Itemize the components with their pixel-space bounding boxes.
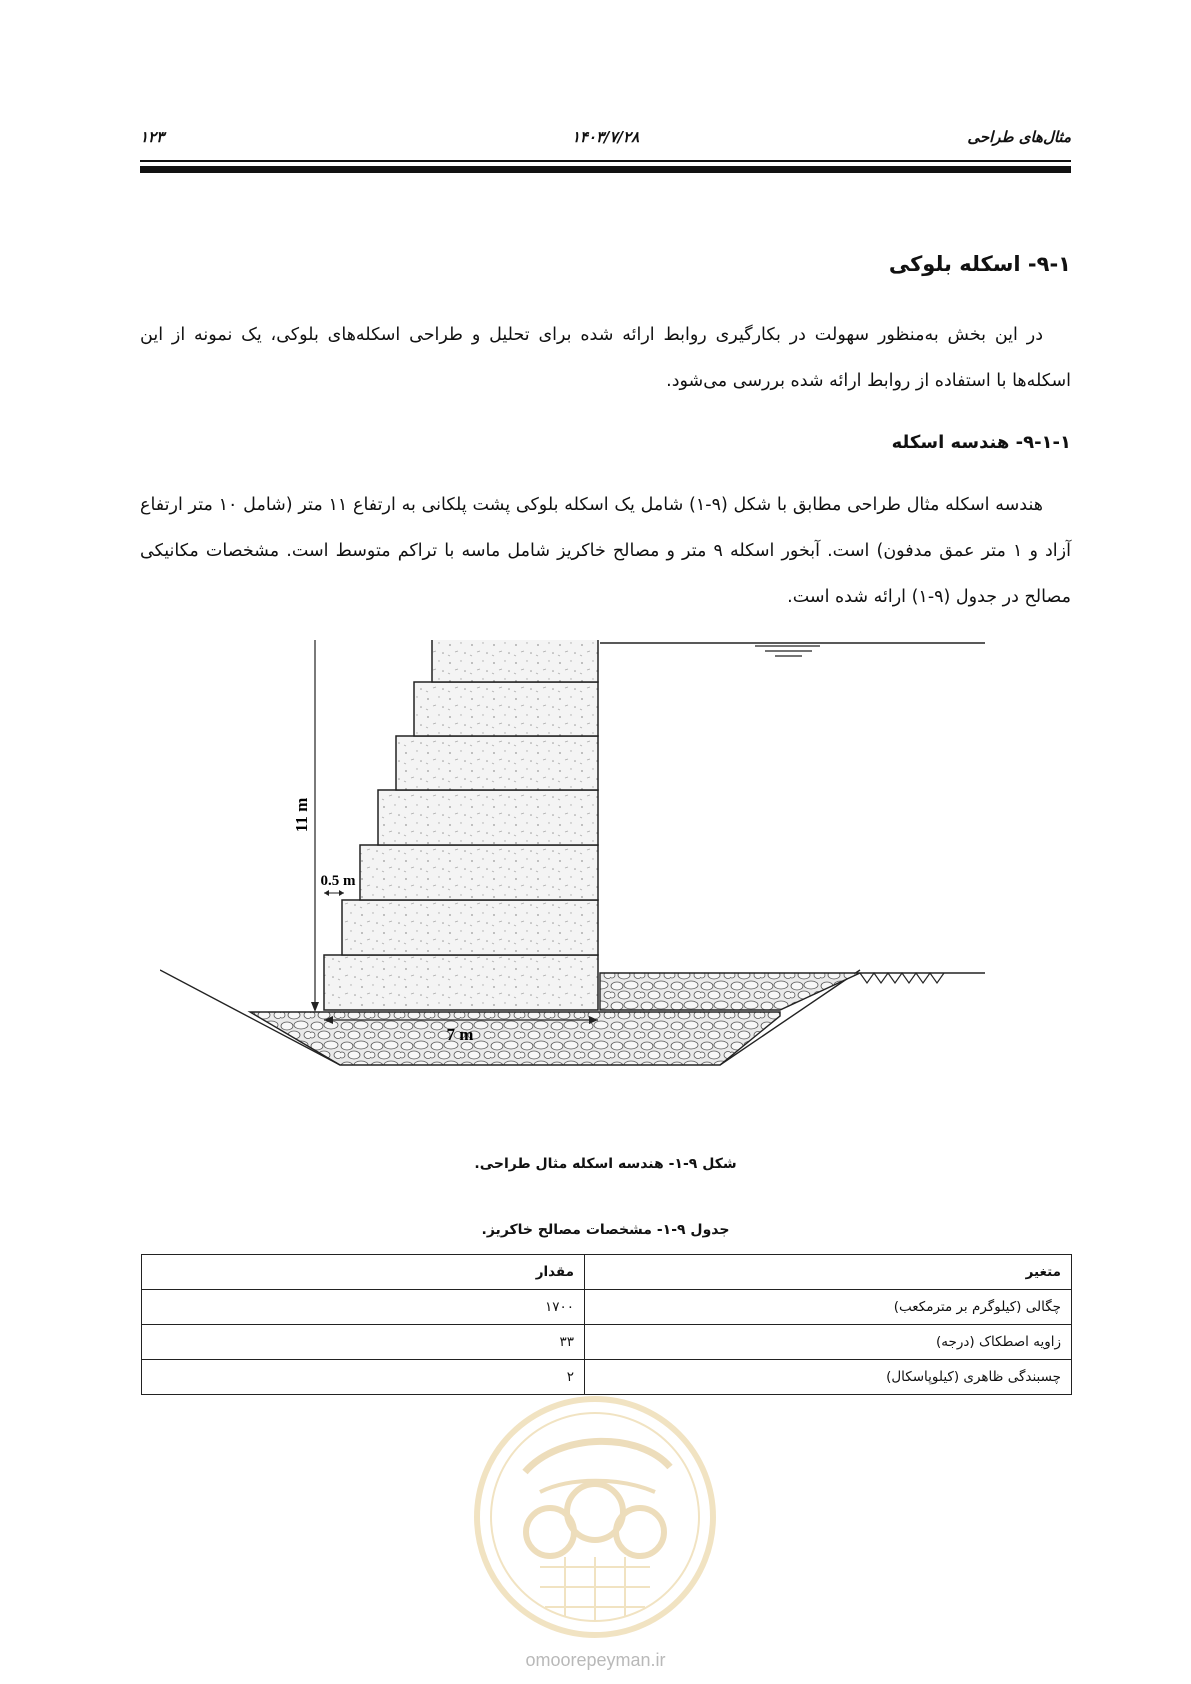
block-4 [378, 790, 598, 845]
cell-variable: زاویه اصطکاک (درجه) [585, 1325, 1072, 1360]
cell-value: ۲ [142, 1360, 585, 1395]
table-caption: جدول ۹-۱- مشخصات مصالح خاکریز. [481, 1222, 730, 1238]
block-wall [324, 640, 598, 1010]
block-1 [324, 955, 598, 1010]
cell-variable: چگالی (کیلوگرم بر مترمکعب) [585, 1290, 1072, 1325]
table-row [142, 1290, 1072, 1325]
section-title: ۹-۱- اسکله بلوکی [888, 252, 1071, 276]
block-3 [360, 845, 598, 900]
header-rule-thin [140, 160, 1071, 162]
cell-value: ۱۷۰۰ [142, 1290, 585, 1325]
quay-wall-figure [160, 640, 1080, 1160]
header-date: ۱۴۰۳/۷/۲۸ [571, 128, 640, 146]
header-value: مقدار [142, 1255, 585, 1290]
watermark-logo [470, 1392, 720, 1642]
chapter-title: مثال‌های طراحی [967, 128, 1071, 146]
soil-properties-table [141, 1254, 1072, 1395]
table-row [142, 1325, 1072, 1360]
watermark-site: omoorepeyman.ir [525, 1650, 666, 1670]
height-label: 11 m [292, 797, 311, 833]
subsection-title: ۹-۱-۱- هندسه اسکله [891, 432, 1071, 453]
backfill-rubble [600, 973, 860, 1010]
page-number: ۱۲۳ [140, 128, 165, 146]
cell-value: ۳۳ [142, 1325, 585, 1360]
figure-caption: شکل ۹-۱- هندسه اسکله مثال طراحی. [474, 1156, 737, 1172]
header-rule-thick [140, 166, 1071, 173]
header-variable: متغیر [585, 1255, 1072, 1290]
block-5 [396, 736, 598, 790]
block-7 [432, 640, 598, 682]
cell-variable: چسبندگی ظاهری (کیلوپاسکال) [585, 1360, 1072, 1395]
width-label: 7 m [446, 1025, 474, 1044]
ground-hatch-right [860, 973, 944, 983]
intro-paragraph: در این بخش به‌منظور سهولت در بکارگیری روابط ارائه شده برای تحلیل و طراحی اسکله‌های بلوکی، یک نمونه از این اسکله‌ها با استفاده از روابط ارائه شده بررسی می‌شود. [140, 325, 1071, 391]
step-label: 0.5 m [320, 873, 356, 889]
geometry-paragraph: هندسه اسکله مثال طراحی مطابق با شکل (۹-۱) شامل یک اسکله بلوکی پشت پلکانی به ارتفاع ۱۱ متر (شامل ۱۰ متر ارتفاع آزاد و ۱ متر عمق مدفون) است. آبخور اسکله ۹ متر و مصالح خاکریز شامل ماسه با تراکم متوسط است. مشخصات مکانیکی مصالح در جدول (۹-۱) ارائه شده است. [140, 495, 1071, 607]
page-header [140, 128, 1071, 150]
table-header-row [142, 1255, 1072, 1290]
block-6 [414, 682, 598, 736]
table-row [142, 1360, 1072, 1395]
block-2 [342, 900, 598, 955]
